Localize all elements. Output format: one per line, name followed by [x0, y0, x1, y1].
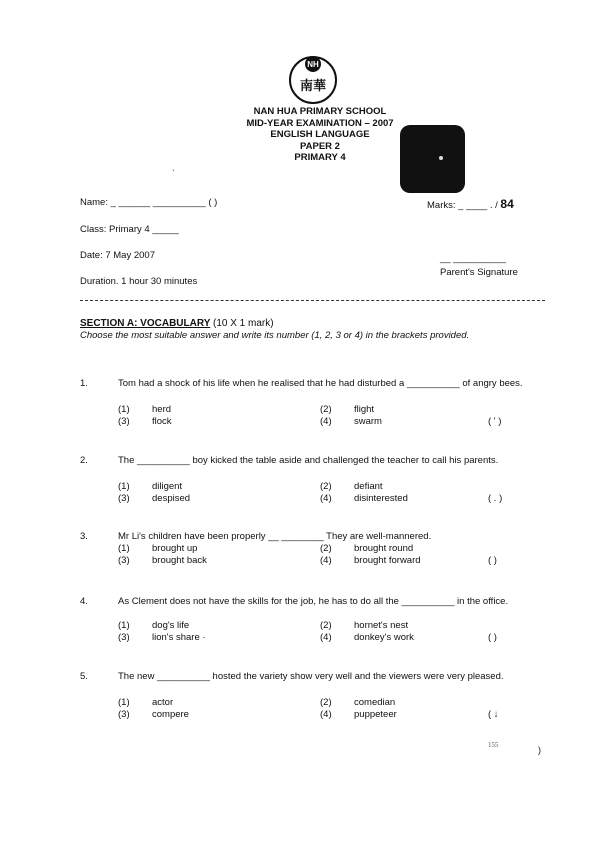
question-text: Tom had a shock of his life when he realised that he had disturbed a __________ of angry bees.: [118, 378, 523, 389]
level-title: PRIMARY 4: [294, 152, 346, 163]
question-number: 5.: [80, 671, 88, 682]
logo-emblem-text: NH: [307, 60, 319, 69]
subject-title: ENGLISH LANGUAGE: [270, 129, 370, 140]
blotch-dot: [439, 156, 443, 160]
answer-bracket: ( . ): [488, 493, 503, 504]
exam-title: MID-YEAR EXAMINATION – 2007: [246, 117, 394, 129]
signature-line: __ __________: [440, 253, 507, 264]
page-number: 155: [488, 741, 499, 749]
section-heading: [80, 318, 274, 329]
answer-bracket: ( ): [488, 632, 497, 643]
paper-title: PAPER 2: [300, 140, 340, 152]
exam-page: NH 南華 NAN HUA PRIMARY SCHOOL MID-YEAR EXAMINATION – 2007 ENGLISH LANGUAGE PAPER 2 PRIMARY 4 ˴ Name: _ ______ __________ ( ) Marks: _ ____ . / 84 Class: Primary 4 _____ Date: 7 May 2007 __ __________ Parent's Signature Duration. 1 hour 30 minutes SECTION A: VOCABULARY (10 X 1 mark) Choose the most suitable answer and write its number (1, 2, 3 or 4) in the brackets provided. 1. Tom had a shock of his life when he realised that he had disturbed a __________ of angry bees. (1) herd (2) flight (3) flock (4) swarm ( ' ) 2. The __________ boy kicked the table aside and challenged the teacher to call his parents. (1) diligent (2) defiant (3) despised (4) disinterested ( . ) 3. Mr Li's children have been properly __ ________ They are well-mannered. (1) brought up (2) brought round (3) brought back (4) brought forward ( ) 4. As Clement does not have the skills for the job, he has to do all the __________ in the office. (1) dog's life (2) hornet's nest (3) lion's share · (4) donkey's work ( ) 5. The new __________ hosted the variety show very well and the viewers were very pleased. (1) actor (2) comedian (3) compere (4) puppeteer ( ↓ 155 ): [0, 0, 600, 849]
duration-field: Duration. 1 hour 30 minutes: [80, 276, 198, 287]
signature-label: Parent's Signature: [440, 267, 518, 278]
footer-mark: ): [538, 745, 541, 755]
question-text: As Clement does not have the skills for the job, he has to do all the __________ in the office.: [118, 596, 509, 607]
section-title: SECTION A: VOCABULARY: [80, 318, 211, 329]
name-field: Name: _ ______ __________ ( ): [80, 197, 218, 208]
question-number: 1.: [80, 378, 88, 389]
class-field: Class: Primary 4 _____: [80, 224, 179, 235]
answer-bracket: ( ' ): [488, 416, 502, 427]
question-number: 2.: [80, 455, 88, 466]
scan-dark-blotch: [400, 125, 465, 193]
question-text: Mr Li's children have been properly __ ________ They are well-mannered.: [118, 531, 432, 542]
section-instruction: Choose the most suitable answer and write its number (1, 2, 3 or 4) in the brackets provided.: [80, 330, 470, 341]
answer-bracket: ( ): [488, 555, 497, 566]
date-field: Date: 7 May 2007: [80, 250, 155, 261]
question-text: The __________ boy kicked the table aside and challenged the teacher to call his parents.: [118, 455, 499, 466]
scan-mark: ˴: [172, 165, 175, 174]
section-marks: (10 X 1 mark): [212, 318, 274, 329]
question-number: 3.: [80, 531, 88, 542]
divider-line: [80, 300, 545, 301]
school-name: NAN HUA PRIMARY SCHOOL: [253, 106, 387, 117]
school-logo: [285, 52, 341, 104]
marks-field: [427, 197, 514, 211]
marks-total: 84: [500, 197, 514, 211]
logo-chinese-text: 南華: [299, 79, 327, 94]
question-text: The new __________ hosted the variety show very well and the viewers were very pleased.: [118, 671, 504, 682]
question-number: 4.: [80, 596, 88, 607]
answer-bracket: ( ↓: [488, 709, 499, 720]
marks-label: Marks: _ ____ . /: [427, 200, 498, 211]
